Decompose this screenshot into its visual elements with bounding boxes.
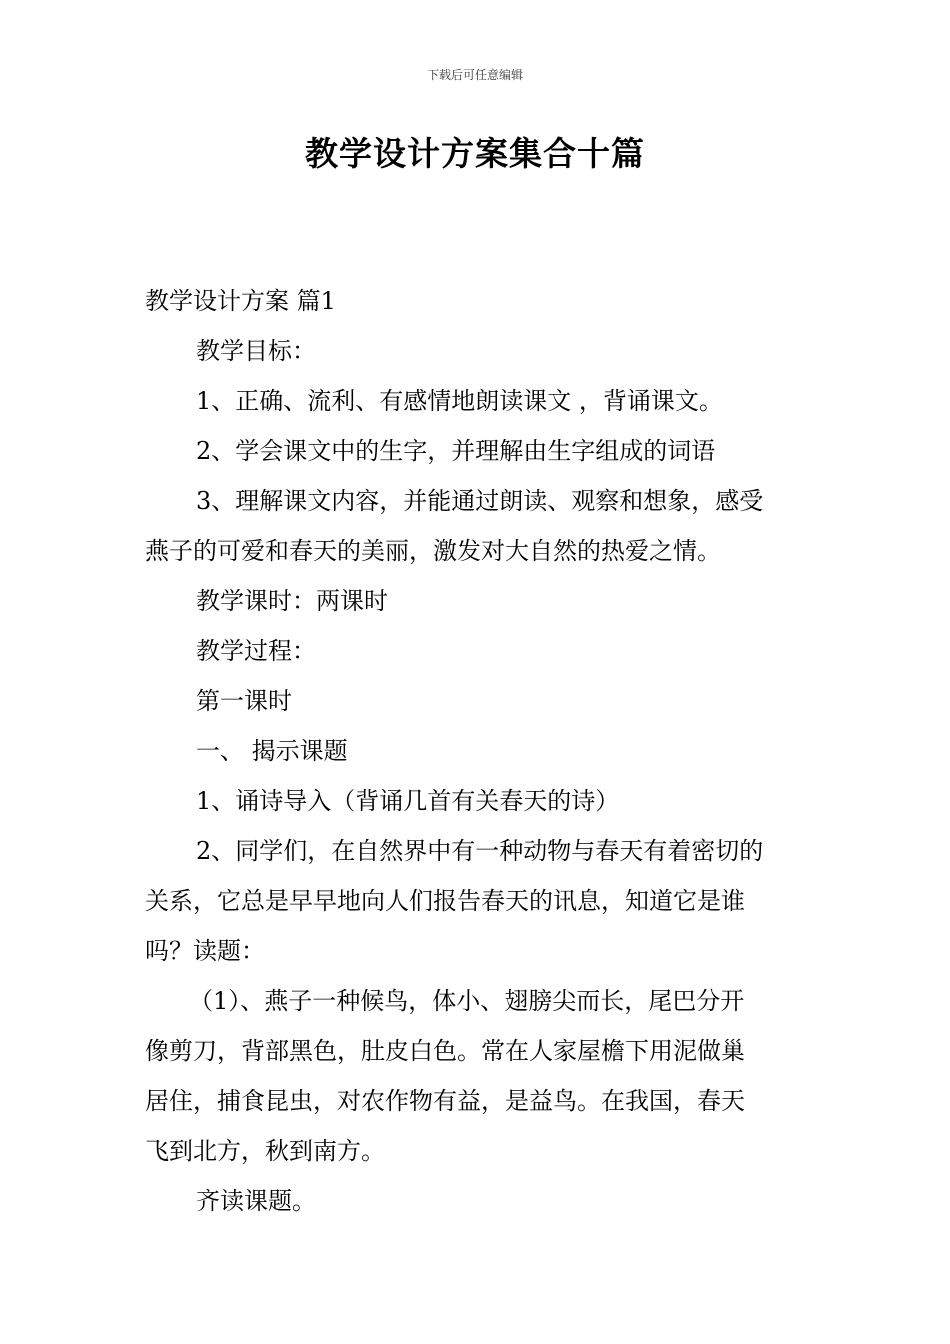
step-item-2-line-3: 吗？读题： bbox=[145, 937, 265, 965]
header-note: 下载后可任意编辑 bbox=[426, 68, 523, 82]
objectives-label: 教学目标： bbox=[196, 337, 316, 365]
note-item-1-line-3: 居住，捕食昆虫，对农作物有益，是益鸟。在我国，春天 bbox=[145, 1087, 745, 1115]
section-heading: 教学设计方案 篇1 bbox=[145, 287, 336, 315]
objective-item-3-line-2: 燕子的可爱和春天的美丽，激发对大自然的热爱之情。 bbox=[145, 537, 721, 565]
step-item-2-line-2: 关系，它总是早早地向人们报告春天的讯息，知道它是谁 bbox=[145, 887, 745, 915]
note-item-1-line-2: 像剪刀，背部黑色，肚皮白色。常在人家屋檐下用泥做巢 bbox=[145, 1037, 745, 1065]
objective-item-1: 1、正确、流利、有感情地朗读课文 ，背诵课文。 bbox=[196, 387, 723, 415]
note-item-1-line-1: （1）、燕子一种候鸟，体小、翅膀尖而长，尾巴分开 bbox=[189, 987, 745, 1015]
process-label: 教学过程： bbox=[196, 637, 316, 665]
objective-item-2: 2、学会课文中的生字，并理解由生字组成的词语 bbox=[196, 437, 716, 465]
teaching-hours: 教学课时：两课时 bbox=[196, 587, 388, 615]
step-heading: 一、 揭示课题 bbox=[196, 737, 348, 765]
period-heading: 第一课时 bbox=[196, 687, 292, 715]
step-item-1: 1、诵诗导入（背诵几首有关春天的诗） bbox=[196, 787, 620, 815]
read-title-instruction: 齐读课题。 bbox=[196, 1187, 316, 1215]
document-body bbox=[145, 276, 807, 1226]
document-title: 教学设计方案集合十篇 bbox=[305, 134, 645, 173]
objective-item-3-line-1: 3、理解课文内容，并能通过朗读、观察和想象，感受 bbox=[196, 487, 764, 515]
step-item-2-line-1: 2、同学们，在自然界中有一种动物与春天有着密切的 bbox=[196, 837, 764, 865]
note-item-1-line-4: 飞到北方，秋到南方。 bbox=[145, 1137, 385, 1165]
